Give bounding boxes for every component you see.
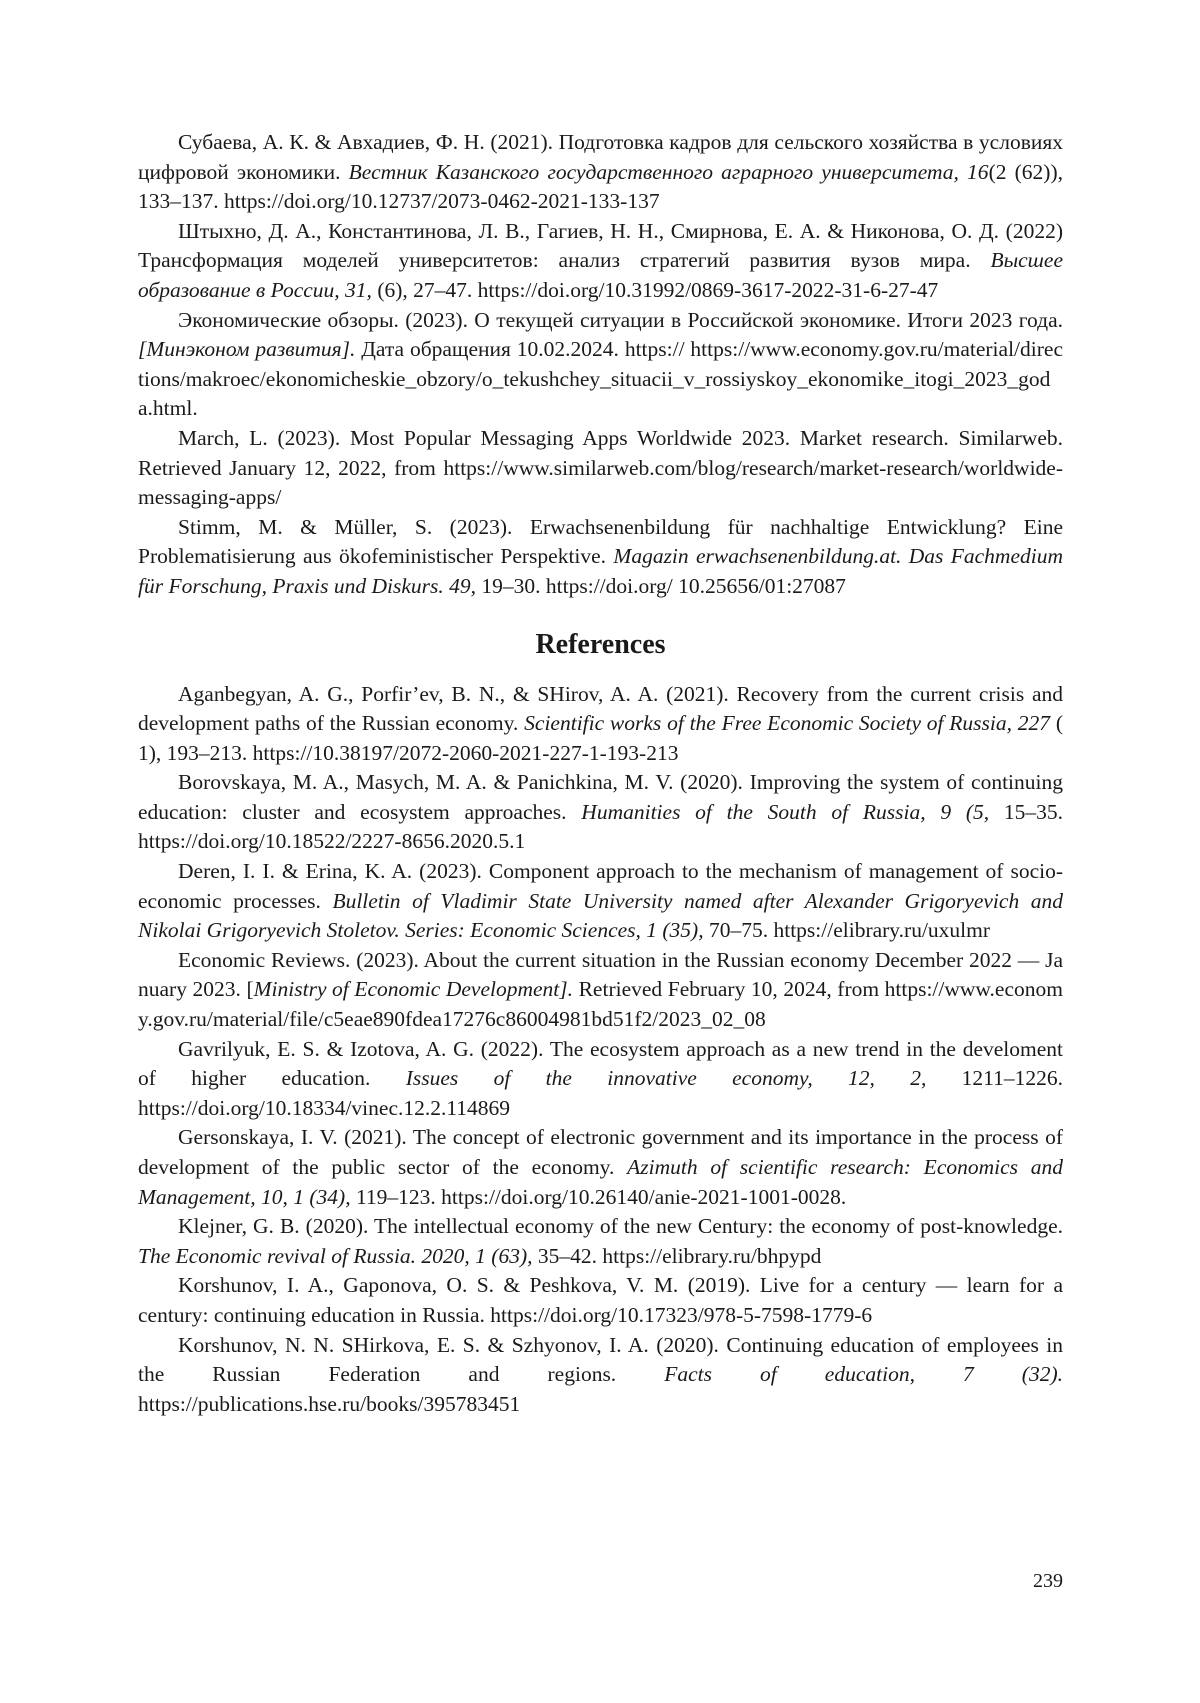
- reference-text: Aganbegyan, A. G., Porfir’ev, B. N., & SHirov, A. A. (2021). Recovery from the current crisis and development paths of the Russian economy.: [138, 681, 1063, 736]
- reference-item: [138, 1331, 1063, 1420]
- reference-tail: Retrieved February 10, 2024, from https://www.economy.gov.ru/material/file/c5eae890fdea17276c86004981bd51f2/2023_02_08: [138, 977, 1063, 1032]
- reference-text: Штыхно, Д. А., Константинова, Л. В., Гагиев, Н. Н., Смирнова, Е. А. & Никонова, О. Д. (2022) Трансформация моделей университетов: анализ стратегий развития вузов мира.: [138, 218, 1063, 273]
- reference-source: Ministry of Economic Development].: [253, 977, 574, 1002]
- reference-source: Magazin erwachsenenbildung.at. Das Fachmedium für Forschung, Praxis und Diskurs. 49,: [138, 544, 1063, 598]
- reference-text: Borovskaya, M. A., Masych, M. A. & Panichkina, M. V. (2020). Improving the system of continuing education: cluster and ecosystem approaches.: [138, 770, 1063, 824]
- reference-tail: 119–123. https://doi.org/10.26140/anie-2021-1001-0028.: [350, 1184, 847, 1209]
- reference-item: [138, 1212, 1063, 1271]
- reference-item: [138, 128, 1063, 217]
- reference-text: Deren, I. I. & Erina, K. A. (2023). Component approach to the mechanism of management of socio-economic processes.: [138, 859, 1063, 913]
- section-heading: References: [535, 628, 666, 660]
- reference-tail: Дата обращения 10.02.2024. https:// https://www.economy.gov.ru/material/directions/makroec/ekonomicheskie_obzory/o_tekushchey_situacii_v_rossiyskoy_ekonomike_itogi_2023_goda.html.: [138, 337, 1063, 421]
- reference-text: Экономические обзоры. (2023). О текущей ситуации в Российской экономике. Итоги 2023 года.: [178, 307, 1063, 332]
- reference-text: Gavrilyuk, E. S. & Izotova, A. G. (2022). The ecosystem approach as a new trend in the develoment of higher education.: [138, 1036, 1063, 1091]
- reference-item: [138, 424, 1063, 513]
- reference-source: The Economic revival of Russia. 2020, 1 (63),: [138, 1243, 533, 1268]
- reference-item: [138, 1271, 1063, 1330]
- reference-item: [138, 1035, 1063, 1124]
- russian-reference-list: [138, 128, 1063, 602]
- reference-text: Klejner, G. B. (2020). The intellectual economy of the new Century: the economy of post-knowledge.: [178, 1214, 1063, 1239]
- reference-tail: (2 (62)), 133–137. https://doi.org/10.12737/2073-0462-2021-133-137: [138, 159, 1063, 214]
- reference-source: Issues of the innovative economy, 12, 2,: [405, 1066, 927, 1091]
- reference-text: Stimm, M. & Müller, S. (2023). Erwachsenenbildung für nachhaltige Entwicklung? Eine Problematisierung aus ökofeministischer Perspektive.: [138, 514, 1063, 569]
- reference-tail: 1211–1226. https://doi.org/10.18334/vinec.12.2.114869: [138, 1066, 1064, 1120]
- reference-source: Bulletin of Vladimir State University named after Alexander Grigoryevich and Nikolai Grigoryevich Stoletov. Series: Economic Sciences, 1 (35),: [138, 888, 1063, 943]
- reference-source: Humanities of the South of Russia, 9 (5,: [581, 799, 990, 824]
- reference-tail: ( 1), 193–213. https://10.38197/2072-2060-2021-227-1-193-213: [138, 711, 1063, 765]
- page-body: [138, 128, 1063, 1419]
- reference-text: Economic Reviews. (2023). About the current situation in the Russian economy December 2022 — January 2023. [: [138, 947, 1063, 1002]
- page-number: 239: [1033, 1570, 1063, 1592]
- reference-item: [138, 680, 1063, 769]
- reference-tail: 35–42. https://elibrary.ru/bhpypd: [532, 1243, 822, 1268]
- reference-item: [138, 768, 1063, 857]
- reference-text: Korshunov, N. N. SHirkova, E. S. & Szhyonov, I. A. (2020). Continuing education of employees in the Russian Federation and regions.: [138, 1332, 1063, 1387]
- reference-source: Scientific works of the Free Economic Society of Russia, 227: [524, 711, 1051, 736]
- reference-text: March, L. (2023). Most Popular Messaging Apps Worldwide 2023. Market research. Similarweb. Retrieved January 12, 2022, from https://www.similarweb.com/blog/research/market-research/worldwide-messaging-apps/: [138, 425, 1063, 510]
- reference-item: [138, 857, 1063, 946]
- reference-item: [138, 306, 1063, 424]
- reference-tail: https://publications.hse.ru/books/395783451: [138, 1391, 521, 1416]
- reference-text: Korshunov, I. A., Gaponova, O. S. & Peshkova, V. M. (2019). Live for a century — learn for a century: continuing education in Russia. https://doi.org/10.17323/978-5-7598-1779-6: [138, 1273, 1063, 1327]
- reference-text: Субаева, А. К. & Авхадиев, Ф. Н. (2021). Подготовка кадров для сельского хозяйства в условиях цифровой экономики.: [138, 130, 1063, 184]
- reference-source: Вестник Казанского государственного аграрного университета, 16: [348, 159, 989, 184]
- reference-text: Gersonskaya, I. V. (2021). The concept of electronic government and its importance in the process of development of the public sector of the economy.: [138, 1125, 1063, 1179]
- reference-tail: 15–35. https://doi.org/10.18522/2227-8656.2020.5.1: [138, 799, 1064, 854]
- reference-source: Facts of education, 7 (32).: [664, 1362, 1063, 1387]
- reference-tail: (6), 27–47. https://doi.org/10.31992/0869-3617-2022-31-6-27-47: [371, 277, 939, 302]
- reference-item: [138, 946, 1063, 1035]
- reference-source: Высшее образование в России, 31,: [138, 248, 1063, 302]
- reference-item: [138, 217, 1063, 306]
- reference-item: [138, 1123, 1063, 1212]
- reference-source: [Минэконом развития].: [138, 337, 356, 362]
- reference-tail: 70–75. https://elibrary.ru/uxulmr: [703, 918, 991, 943]
- reference-source: Azimuth of scientific research: Economics and Management, 10, 1 (34),: [138, 1155, 1063, 1209]
- reference-item: [138, 513, 1063, 602]
- english-reference-list: [138, 680, 1063, 1420]
- reference-tail: 19–30. https://doi.org/ 10.25656/01:27087: [476, 573, 846, 598]
